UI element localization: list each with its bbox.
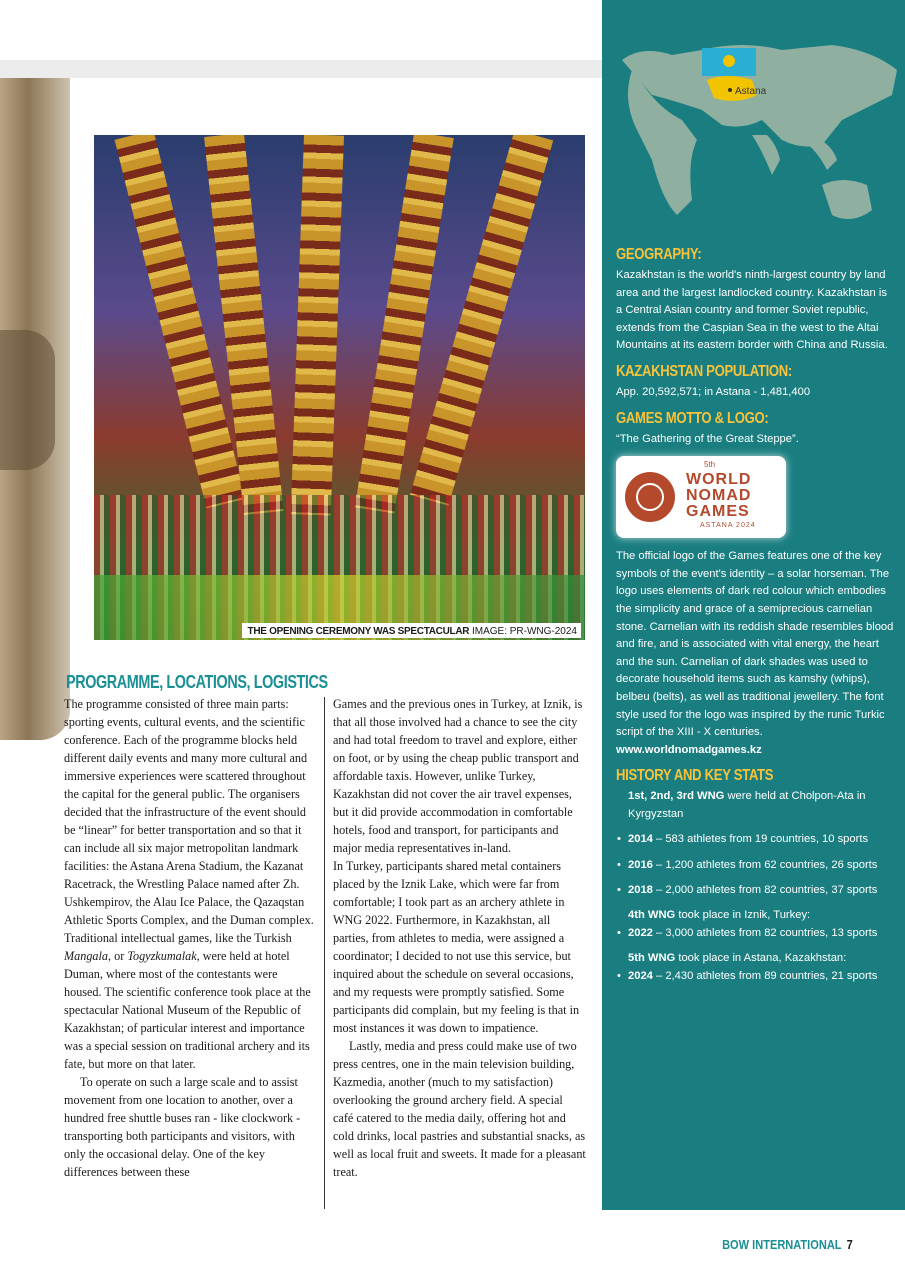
mangala-term: Mangala [64,949,109,963]
history-heading: HISTORY AND KEY STATS [616,767,774,785]
geography-heading: GEOGRAPHY: [616,246,702,263]
motto-heading: GAMES MOTTO & LOGO: [616,409,769,427]
article-paragraph: Games and the previous ones in Turkey, at Iznik, is that all those involved had a chance to see the city and had total freedom to travel and explore, either on foot, or by using the cheap public transport and affordable taxis. However, unlike Turkey, Kazakhstan did not cover the air travel expenses, but it did provide accommodation in comfortable hotels, food and transport, for participants and major media representatives in-land. [333,697,583,855]
website-link[interactable]: www.worldnomadgames.kz [616,743,762,756]
article-heading: PROGRAMME, LOCATIONS, LOGISTICS [66,672,328,692]
page-footer [722,1237,853,1252]
top-strip [0,60,640,78]
column-divider [324,697,325,1209]
caption-title: THE OPENING CEREMONY WAS SPECTACULAR [247,626,470,637]
background-photo [0,70,70,740]
list-item: • 2022 – 3,000 athletes from 82 countries, 13 sports [616,925,896,942]
list-item: 4th WNG took place in Iznik, Turkey: [628,909,811,922]
article-paragraph: Lastly, media and press could make use of two press centres, one in the main television building, Kazmedia, another (much to my satisfaction) overlooking the ground archery field. A special café catered to the media daily, offering hot and cold drinks, local pastries and substantial snacks, as well as local fruit and sweets. It made for a pleasant treat. [333,1039,586,1179]
population-heading: KAZAKHSTAN POPULATION: [616,362,792,380]
history-list [616,788,896,985]
magazine-name: BOW INTERNATIONAL [722,1237,842,1252]
solar-horseman-icon [625,472,675,522]
fact-sidebar [602,0,905,1210]
geography-text: Kazakhstan is the world's ninth-largest country by land area and the largest landlocked country. Kazakhstan is a Central Asian country and former Soviet republic, extends from the Caspian Sea in the west to the Altai Mountains at its eastern border with China and Russia. [616,269,888,352]
population-text: App. 20,592,571; in Astana - 1,481,400 [616,385,811,398]
logo-subtitle: ASTANA 2024 [700,522,756,530]
article-paragraph: To operate on such a large scale and to assist movement from one location to another, over a hundred free shuttle buses ran - like clockwork - transporting both participants and visitors, with only the occasional delay. One of the key differences between these [64,1075,301,1179]
list-item: • 2014 – 583 athletes from 19 countries, 10 sports [616,831,896,848]
sidebar-content [616,246,896,993]
list-item: 1st, 2nd, 3rd WNG were held at Cholpon-Ata in Kyrgyzstan [628,790,866,820]
world-map [602,0,905,240]
article-paragraph: In Turkey, participants shared metal containers placed by the Iznik Lake, which were far from comfortable; I took part as an archery athlete in WNG 2022. Furthermore, in Kazakhstan, all parties, from athletes to media, were assigned a coordinator; I decided to not use this service, but inquired about the schedule on several occasions, and my requests were promptly satisfied. Some participants did complain, but my feeling is that in most instances it was down to impatience. [333,859,580,1035]
article-column-1 [64,695,316,1181]
motto-text: “The Gathering of the Great Steppe”. [616,432,799,445]
wng-logo [616,456,786,538]
togyzkumalak-term: Togyzkumalak [127,949,197,963]
list-item: • 2024 – 2,430 athletes from 89 countries, 21 sports [616,968,896,985]
caption-credit: IMAGE: PR-WNG-2024 [471,626,577,637]
article-paragraph: The programme consisted of three main parts: sporting events, cultural events, and the scientific conference. Each of the programme blocks held different daily events and many more cultural and immersive experiences were scattered throughout the capital for the general public. The organisers decided that the infrastructure of the event should be “linear” for better transportation and so that it can include all six major metropolitan landmark facilities: the Astana Arena Stadium, the Kazanat Racetrack, the Wrestling Palace named after Zh. Ushkempirov, the Alau Ice Palace, the Qazaqstan Athletic Sports Complex, and the Duman complex. Traditional intellectual games, like the Turkish Mangala, or Togyzkumalak, were held at hotel Duman, where most of the contestants were housed. The scientific conference took place at the spectacular National Museum of the Republic of Kazakhstan; of particular interest and importance was a special session on traditional archery and its fate, but more on that later. [64,697,314,1071]
list-item: • 2018 – 2,000 athletes from 82 countries, 37 sports [616,882,896,899]
map-label-astana: Astana [735,86,767,97]
logo-description: The official logo of the Games features one of the key symbols of the event's identity – a solar horseman. The logo uses elements of dark red colour which embodies the simplicity and grace of a semiprecious carnelian stone. Carnelian with its reddish shade resembles blood and fire, and is associated with vital energy, the heart and the sun. Carnelian of dark shades was used to decorate household items such as kamshy (whips), belbeu (belts), as well as traditional jewellery. The font style used for the logo was inspired by the runic Turkic script of the XIII - X centuries. [616,550,894,739]
article-column-2 [333,695,586,1181]
opening-ceremony-photo [94,135,585,640]
list-item: 5th WNG took place in Astana, Kazakhstan: [628,952,847,965]
logo-title: WORLD NOMAD GAMES [686,471,752,521]
list-item: • 2016 – 1,200 athletes from 62 countries, 26 sports [616,857,896,874]
page-number: 7 [846,1237,853,1252]
logo-edition: 5th [704,460,716,470]
photo-caption [242,623,581,638]
